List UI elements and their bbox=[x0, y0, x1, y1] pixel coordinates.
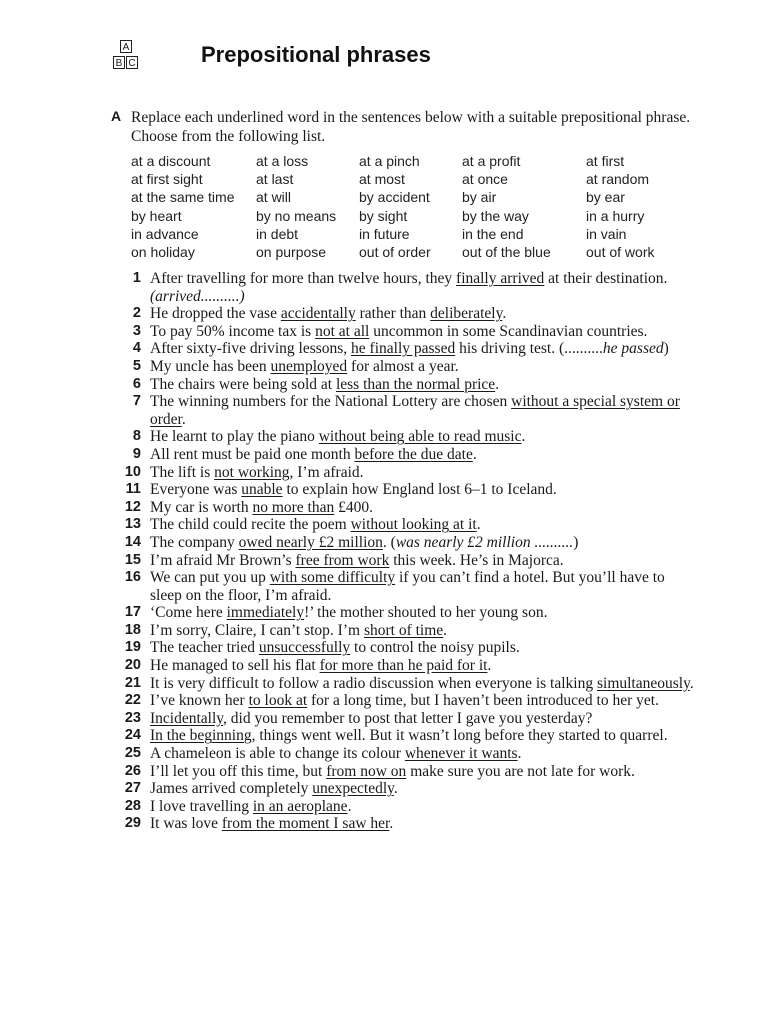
item-number: 8 bbox=[132, 428, 141, 445]
item-sentence bbox=[150, 516, 700, 534]
exercise-item bbox=[120, 639, 700, 657]
item-sentence bbox=[150, 428, 700, 446]
answer-hint: he passed bbox=[602, 340, 664, 358]
item-sentence bbox=[150, 815, 700, 833]
sentence-text: After sixty-five driving lessons, bbox=[150, 340, 352, 358]
exercise-item bbox=[120, 604, 700, 622]
sentence-text: . bbox=[389, 815, 394, 833]
exercise-item bbox=[120, 270, 700, 305]
item-sentence bbox=[150, 780, 700, 798]
item-number: 4 bbox=[132, 340, 141, 357]
sentence-text: Everyone was bbox=[150, 481, 242, 499]
underlined-phrase: not at all bbox=[315, 322, 370, 340]
underlined-phrase: simultaneously bbox=[596, 674, 690, 692]
sentence-text: for a long time, but I haven’t been introduced to her yet. bbox=[307, 692, 659, 710]
underlined-phrase: before the due date bbox=[354, 445, 473, 463]
phrase-row bbox=[131, 207, 691, 225]
item-number: 24 bbox=[124, 727, 141, 744]
underlined-phrase: unable bbox=[241, 481, 283, 499]
item-sentence bbox=[150, 745, 700, 763]
item-sentence bbox=[150, 692, 700, 710]
item-sentence bbox=[150, 358, 700, 376]
phrase-option: on holiday bbox=[131, 243, 195, 260]
item-number: 29 bbox=[124, 815, 141, 832]
exercise-item bbox=[120, 340, 700, 358]
sentence-text: ) bbox=[573, 533, 579, 551]
exercise-item bbox=[120, 305, 700, 323]
logo-box-c: C bbox=[126, 56, 138, 69]
sentence-text: He learnt to play the piano bbox=[150, 428, 319, 446]
sentence-text: ) bbox=[663, 340, 669, 358]
sentence-text: I’m sorry, Claire, I can’t stop. I’m bbox=[150, 621, 364, 639]
sentence-text: . bbox=[181, 410, 186, 428]
sentence-text: , did you remember to post that letter I gave you yesterday? bbox=[223, 709, 593, 727]
sentence-text: . bbox=[347, 797, 352, 815]
sentence-text: rather than bbox=[355, 305, 431, 323]
phrase-option: by the way bbox=[462, 207, 529, 224]
item-sentence bbox=[150, 340, 700, 358]
phrase-option: on purpose bbox=[256, 243, 327, 260]
underlined-phrase: not working bbox=[214, 463, 290, 481]
underlined-phrase: without a special system or order bbox=[150, 393, 680, 428]
item-number: 7 bbox=[132, 393, 141, 410]
underlined-phrase: In the beginning bbox=[150, 727, 252, 745]
sentence-text: The lift is bbox=[150, 463, 215, 481]
item-sentence bbox=[150, 464, 700, 482]
sentence-text: for almost a year. bbox=[347, 357, 459, 375]
item-number: 17 bbox=[124, 604, 141, 621]
item-number: 23 bbox=[124, 709, 141, 726]
sentence-text: £400. bbox=[334, 498, 373, 516]
phrase-option: out of the blue bbox=[462, 243, 551, 260]
item-number: 15 bbox=[124, 551, 141, 568]
phrase-list bbox=[131, 152, 691, 261]
exercise-item bbox=[120, 446, 700, 464]
item-number: 18 bbox=[124, 621, 141, 638]
item-number: 5 bbox=[132, 357, 141, 374]
underlined-phrase: unsuccessfully bbox=[258, 639, 351, 657]
exercise-item bbox=[120, 727, 700, 745]
exercise-item bbox=[120, 657, 700, 675]
phrase-option: at most bbox=[359, 171, 405, 188]
phrase-row bbox=[131, 188, 691, 206]
item-number: 3 bbox=[132, 322, 141, 339]
sentence-list bbox=[120, 270, 700, 833]
exercise-item bbox=[120, 534, 700, 552]
exercise-item bbox=[120, 428, 700, 446]
underlined-phrase: to look at bbox=[248, 692, 308, 710]
exercise-item bbox=[120, 552, 700, 570]
item-number: 1 bbox=[132, 270, 141, 286]
phrase-option: out of order bbox=[359, 243, 431, 260]
item-number: 19 bbox=[124, 639, 141, 656]
underlined-phrase: for more than he paid for it bbox=[319, 657, 488, 675]
phrase-row bbox=[131, 152, 691, 170]
exercise-item bbox=[120, 675, 700, 693]
page-title: Prepositional phrases bbox=[201, 42, 431, 67]
underlined-phrase: Incidentally bbox=[150, 709, 224, 727]
phrase-option: at the same time bbox=[131, 189, 235, 206]
phrase-row bbox=[131, 225, 691, 243]
sentence-text: I’ll let you off this time, but bbox=[150, 762, 327, 780]
phrase-option: at random bbox=[586, 171, 650, 188]
underlined-phrase: unemployed bbox=[270, 357, 348, 375]
phrase-option: in debt bbox=[256, 225, 299, 242]
sentence-text: I love travelling bbox=[150, 797, 253, 815]
sentence-text: It is very difficult to follow a radio discussion when everyone is talking bbox=[150, 674, 597, 692]
sentence-text: James arrived completely bbox=[150, 780, 313, 798]
item-number: 26 bbox=[124, 762, 141, 779]
underlined-phrase: without looking at it bbox=[350, 516, 477, 534]
item-number: 28 bbox=[124, 797, 141, 814]
underlined-phrase: with some difficulty bbox=[269, 569, 396, 587]
sentence-text: The teacher tried bbox=[150, 639, 259, 657]
phrase-option: at a pinch bbox=[359, 153, 420, 169]
sentence-text: I’ve known her bbox=[150, 692, 249, 710]
phrase-option: by accident bbox=[359, 189, 430, 206]
underlined-phrase: whenever it wants bbox=[404, 745, 518, 763]
underlined-phrase: short of time bbox=[363, 621, 444, 639]
phrase-option: at once bbox=[462, 171, 508, 188]
phrase-option: by air bbox=[462, 189, 497, 206]
exercise-item bbox=[120, 393, 700, 428]
item-sentence bbox=[150, 552, 700, 570]
phrase-option: at will bbox=[256, 189, 292, 206]
sentence-text: I’m afraid Mr Brown’s bbox=[150, 551, 296, 569]
sentence-text: . bbox=[517, 745, 522, 763]
underlined-phrase: from the moment I saw her bbox=[221, 815, 390, 833]
exercise-item bbox=[120, 499, 700, 517]
exercise-item bbox=[120, 358, 700, 376]
sentence-text: . bbox=[472, 445, 477, 463]
underlined-phrase: owed nearly £2 million bbox=[238, 533, 383, 551]
sentence-text: After travelling for more than twelve hours, they bbox=[150, 270, 457, 287]
underlined-phrase: free from work bbox=[295, 551, 390, 569]
item-sentence bbox=[150, 727, 700, 745]
item-sentence bbox=[150, 499, 700, 517]
sentence-text: He managed to sell his flat bbox=[150, 657, 320, 675]
logo-box-b: B bbox=[113, 56, 125, 69]
item-number: 14 bbox=[124, 533, 141, 550]
item-sentence bbox=[150, 604, 700, 622]
item-number: 20 bbox=[124, 657, 141, 674]
item-sentence bbox=[150, 569, 700, 604]
sentence-text: . bbox=[495, 375, 500, 393]
sentence-text: . bbox=[689, 674, 694, 692]
sentence-text: The company bbox=[150, 533, 239, 551]
sentence-text: uncommon in some Scandinavian countries. bbox=[369, 322, 648, 340]
phrase-option: at a discount bbox=[131, 153, 211, 169]
exercise-item bbox=[120, 710, 700, 728]
sentence-text: . bbox=[443, 621, 448, 639]
sentence-text: He dropped the vase bbox=[150, 305, 281, 323]
phrase-option: by heart bbox=[131, 207, 182, 224]
item-sentence bbox=[150, 481, 700, 499]
item-number: 22 bbox=[124, 692, 141, 709]
item-sentence bbox=[150, 763, 700, 781]
sentence-text: My car is worth bbox=[150, 498, 253, 516]
exercise-item bbox=[120, 464, 700, 482]
underlined-phrase: immediately bbox=[226, 604, 305, 622]
phrase-option: at a profit bbox=[462, 153, 521, 169]
item-number: 11 bbox=[125, 481, 141, 498]
item-number: 6 bbox=[132, 375, 141, 392]
item-number: 12 bbox=[124, 498, 141, 515]
sentence-text: . bbox=[502, 305, 507, 323]
exercise-item bbox=[120, 798, 700, 816]
exercise-item bbox=[120, 569, 700, 604]
sentence-text: All rent must be paid one month bbox=[150, 445, 355, 463]
underlined-phrase: less than the normal price bbox=[335, 375, 496, 393]
sentence-text: It was love bbox=[150, 815, 222, 833]
phrase-option: at last bbox=[256, 171, 294, 188]
item-number: 2 bbox=[132, 305, 141, 322]
exercise-item bbox=[120, 323, 700, 341]
item-sentence bbox=[150, 639, 700, 657]
sentence-text: ‘Come here bbox=[150, 604, 227, 622]
sentence-text: his driving test. (.......... bbox=[455, 340, 603, 358]
exercise-item bbox=[120, 763, 700, 781]
exercise-item bbox=[120, 376, 700, 394]
item-sentence bbox=[150, 393, 700, 428]
item-sentence bbox=[150, 376, 700, 394]
sentence-text: . bbox=[521, 428, 526, 446]
underlined-phrase: accidentally bbox=[280, 305, 356, 323]
phrase-option: by no means bbox=[256, 207, 337, 224]
phrase-option: in vain bbox=[586, 225, 627, 242]
answer-hint: (arrived..........) bbox=[150, 287, 245, 305]
item-sentence bbox=[150, 446, 700, 464]
phrase-option: in advance bbox=[131, 225, 199, 242]
phrase-option: out of work bbox=[586, 243, 655, 260]
sentence-text: to control the noisy pupils. bbox=[350, 639, 520, 657]
sentence-text: My uncle has been bbox=[150, 357, 271, 375]
sentence-text: The child could recite the poem bbox=[150, 516, 351, 534]
exercise-item bbox=[120, 815, 700, 833]
item-sentence bbox=[150, 657, 700, 675]
item-number: 9 bbox=[132, 445, 141, 462]
sentence-text: . bbox=[476, 516, 481, 534]
sentence-text: !’ the mother shouted to her young son. bbox=[304, 604, 548, 622]
sentence-text: at their destination. bbox=[544, 270, 668, 287]
sentence-text: make sure you are not late for work. bbox=[406, 762, 635, 780]
item-number: 25 bbox=[124, 745, 141, 762]
phrase-option: by sight bbox=[359, 207, 408, 224]
sentence-text: We can put you up bbox=[150, 569, 270, 587]
sentence-text: A chameleon is able to change its colour bbox=[150, 745, 405, 763]
underlined-phrase: unexpectedly bbox=[312, 780, 394, 798]
sentence-text: . ( bbox=[382, 533, 396, 551]
logo-box-a: A bbox=[120, 40, 132, 53]
sentence-text: if you can’t find a hotel. But you’ll have to sleep on the floor, I’m afraid. bbox=[150, 569, 665, 604]
sentence-text: . bbox=[393, 780, 398, 798]
item-sentence bbox=[150, 710, 700, 728]
phrase-option: by ear bbox=[586, 189, 625, 206]
item-sentence bbox=[150, 305, 700, 323]
item-sentence bbox=[150, 534, 700, 552]
underlined-phrase: without being able to read music bbox=[318, 428, 522, 446]
phrase-option: at a loss bbox=[256, 153, 309, 169]
sentence-text: The winning numbers for the National Lottery are chosen bbox=[150, 393, 512, 411]
sentence-text: this week. He’s in Majorca. bbox=[389, 551, 564, 569]
sentence-text: , things went well. But it wasn’t long before they started to quarrel. bbox=[251, 727, 668, 745]
exercise-item bbox=[120, 780, 700, 798]
phrase-option: at first bbox=[586, 153, 625, 169]
exercise-item bbox=[120, 481, 700, 499]
item-sentence bbox=[150, 270, 700, 305]
phrase-option: in the end bbox=[462, 225, 524, 242]
sentence-text: . bbox=[487, 657, 492, 675]
item-number: 10 bbox=[124, 463, 141, 480]
item-number: 21 bbox=[124, 674, 141, 691]
abc-logo bbox=[108, 40, 144, 74]
phrase-option: in future bbox=[359, 225, 410, 242]
underlined-phrase: from now on bbox=[326, 762, 407, 780]
sentence-text: , I’m afraid. bbox=[289, 463, 364, 481]
phrase-option: at first sight bbox=[131, 171, 203, 188]
item-number: 16 bbox=[124, 569, 141, 586]
sentence-text: The chairs were being sold at bbox=[150, 375, 336, 393]
item-number: 13 bbox=[124, 516, 141, 533]
underlined-phrase: in an aeroplane bbox=[252, 797, 348, 815]
item-sentence bbox=[150, 798, 700, 816]
exercise-item bbox=[120, 745, 700, 763]
underlined-phrase: he finally passed bbox=[351, 340, 456, 358]
exercise-item bbox=[120, 516, 700, 534]
item-sentence bbox=[150, 323, 700, 341]
phrase-option: in a hurry bbox=[586, 207, 645, 224]
item-number: 27 bbox=[124, 780, 141, 797]
sentence-text: to explain how England lost 6–1 to Iceland. bbox=[282, 481, 557, 499]
sentence-text: To pay 50% income tax is bbox=[150, 322, 316, 340]
underlined-phrase: deliberately bbox=[430, 305, 503, 323]
section-letter: A bbox=[111, 108, 122, 124]
phrase-row bbox=[131, 170, 691, 188]
exercise-item bbox=[120, 622, 700, 640]
underlined-phrase: no more than bbox=[252, 498, 335, 516]
item-sentence bbox=[150, 675, 700, 693]
exercise-item bbox=[120, 692, 700, 710]
phrase-row bbox=[131, 243, 691, 261]
answer-hint: was nearly £2 million .......... bbox=[395, 533, 574, 551]
item-sentence bbox=[150, 622, 700, 640]
underlined-phrase: finally arrived bbox=[456, 270, 545, 287]
section-instruction: Replace each underlined word in the sentences below with a suitable prepositional phrase. Choose from the following list. bbox=[131, 109, 691, 145]
